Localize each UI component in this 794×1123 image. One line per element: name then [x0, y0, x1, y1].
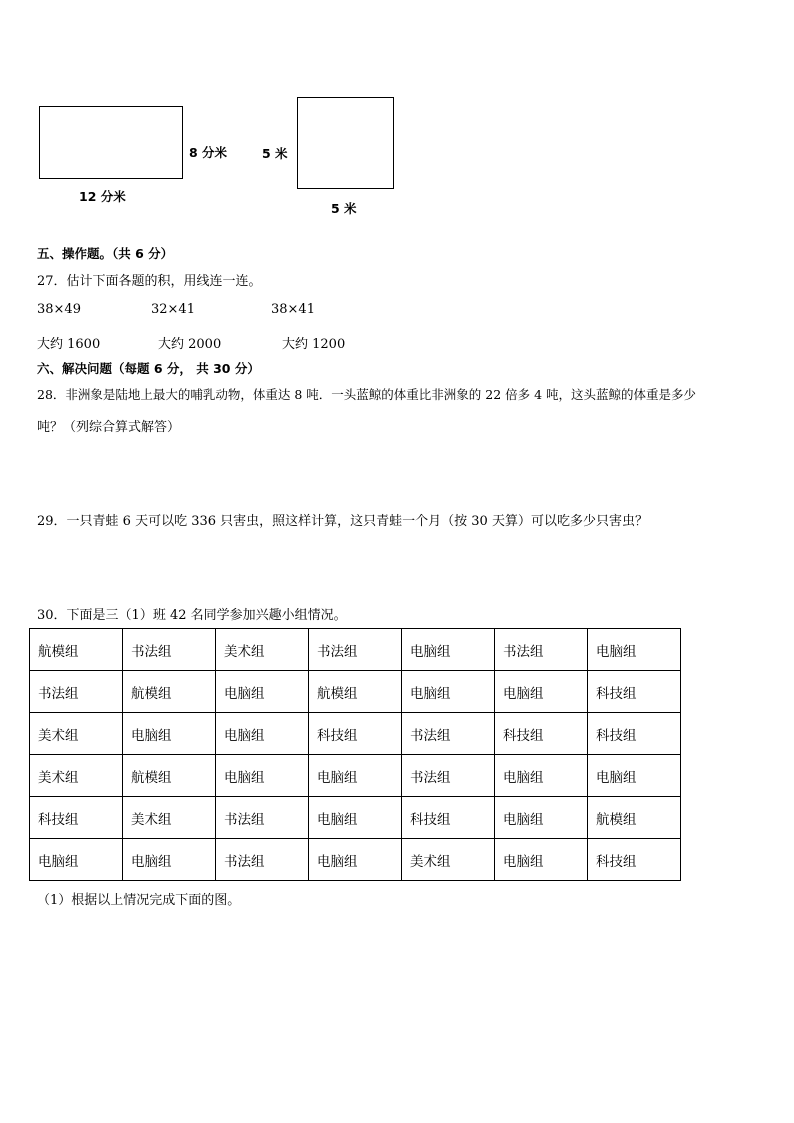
rectangle-figure: [39, 106, 183, 179]
table-row: [30, 797, 681, 839]
table-row: [30, 839, 681, 881]
table-cell: 电脑组: [588, 755, 681, 797]
table-cell: 科技组: [588, 671, 681, 713]
table-row: [30, 629, 681, 671]
section5-heading: 五、操作题。（共 6 分）: [37, 246, 174, 261]
table-cell: 航模组: [309, 671, 402, 713]
table-cell: 电脑组: [588, 629, 681, 671]
interest-group-table: [29, 628, 681, 881]
table-cell: 电脑组: [402, 629, 495, 671]
table-cell: 科技组: [588, 839, 681, 881]
table-cell: 科技组: [30, 797, 123, 839]
q30-text: 30．下面是三（1）班 42 名同学参加兴趣小组情况。: [37, 608, 347, 623]
table-cell: 电脑组: [216, 713, 309, 755]
table-cell: 航模组: [123, 671, 216, 713]
table-cell: 科技组: [309, 713, 402, 755]
q27-estimate-2: 大约 2000: [158, 337, 222, 352]
table-row: [30, 671, 681, 713]
table-cell: 电脑组: [495, 797, 588, 839]
table-row: [30, 713, 681, 755]
q30-sub-question-1: （1）根据以上情况完成下面的图。: [37, 893, 241, 908]
table-row: [30, 755, 681, 797]
table-cell: 航模组: [123, 755, 216, 797]
section6-heading: 六、解决问题（每题 6 分， 共 30 分）: [37, 361, 260, 376]
table-cell: 书法组: [216, 797, 309, 839]
table-cell: 电脑组: [495, 671, 588, 713]
table-cell: 美术组: [216, 629, 309, 671]
q27-expr-2: 32×41: [151, 302, 195, 317]
square-bottom-label: 5 米: [331, 201, 357, 216]
table-cell: 书法组: [495, 629, 588, 671]
square-side-label: 5 米: [262, 146, 288, 161]
table-cell: 电脑组: [216, 755, 309, 797]
q27-estimate-3: 大约 1200: [282, 337, 346, 352]
table-cell: 航模组: [588, 797, 681, 839]
table-cell: 美术组: [123, 797, 216, 839]
rect-height-label: 8 分米: [189, 145, 228, 160]
q29-text: 29．一只青蛙 6 天可以吃 336 只害虫，照这样计算，这只青蛙一个月（按 30 天算）可以吃多少只害虫？: [37, 514, 648, 529]
table-cell: 书法组: [216, 839, 309, 881]
q27-expr-1: 38×49: [37, 302, 81, 317]
table-cell: 书法组: [30, 671, 123, 713]
table-cell: 电脑组: [216, 671, 309, 713]
table-cell: 书法组: [123, 629, 216, 671]
table-cell: 美术组: [30, 713, 123, 755]
q28-line-2: 吨？（列综合算式解答）: [37, 420, 181, 435]
table-cell: 航模组: [30, 629, 123, 671]
q27-text: 27．估计下面各题的积，用线连一连。: [37, 274, 262, 289]
table-cell: 书法组: [309, 629, 402, 671]
table-cell: 科技组: [402, 797, 495, 839]
table-cell: 电脑组: [123, 713, 216, 755]
q28-line-1: 28．非洲象是陆地上最大的哺乳动物，体重达 8 吨．一头蓝鲸的体重比非洲象的 22 倍多 4 吨，这头蓝鲸的体重是多少: [37, 387, 697, 402]
table-cell: 科技组: [495, 713, 588, 755]
table-cell: 电脑组: [309, 839, 402, 881]
table-cell: 书法组: [402, 713, 495, 755]
table-cell: 电脑组: [123, 839, 216, 881]
q27-expr-3: 38×41: [271, 302, 315, 317]
table-cell: 美术组: [402, 839, 495, 881]
table-cell: 书法组: [402, 755, 495, 797]
table-cell: 电脑组: [495, 839, 588, 881]
table-cell: 电脑组: [309, 755, 402, 797]
rect-width-label: 12 分米: [79, 189, 126, 204]
table-cell: 电脑组: [495, 755, 588, 797]
q27-estimate-1: 大约 1600: [37, 337, 101, 352]
table-cell: 电脑组: [309, 797, 402, 839]
table-cell: 美术组: [30, 755, 123, 797]
square-figure: [297, 97, 394, 189]
table-cell: 电脑组: [402, 671, 495, 713]
table-cell: 科技组: [588, 713, 681, 755]
table-cell: 电脑组: [30, 839, 123, 881]
